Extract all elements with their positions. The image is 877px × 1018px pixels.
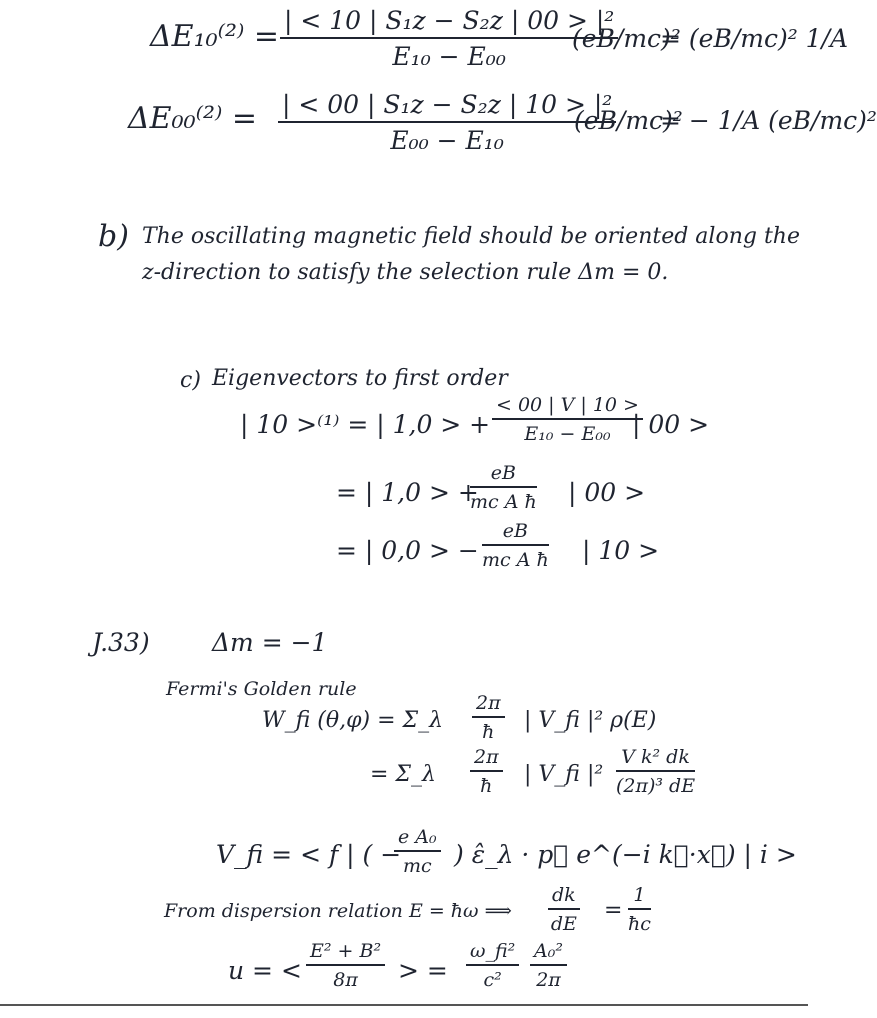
eq2-lhs: ΔE₀₀⁽²⁾ =	[128, 101, 258, 136]
eq2-factor: (eB/mc)²	[574, 106, 683, 135]
vfi-frac-numerator: e A₀	[398, 826, 437, 848]
eq1-lhs: ΔE₁₀⁽²⁾ =	[150, 19, 280, 54]
dispersion-frac2-denominator: ħc	[628, 913, 651, 935]
energy-density-frac2	[466, 940, 519, 991]
omega-denominator: c²	[483, 969, 502, 991]
eq2-denominator: E₀₀ − E₁₀	[390, 126, 504, 155]
part-c-frac3-numerator: eB	[502, 520, 528, 542]
dispersion-frac-numerator: dk	[552, 884, 576, 906]
part-c-tail1: | 00 >	[632, 410, 710, 439]
vfi-frac	[394, 826, 441, 877]
vfi-lhs: V_fi = < f | ( −	[216, 840, 402, 869]
density-denominator: (2π)³ dE	[616, 775, 696, 797]
part-b-line1: The oscillating magnetic field should be oriented along the	[142, 224, 800, 249]
golden-rule-title: Fermi's Golden rule	[166, 678, 357, 700]
dispersion-frac	[548, 884, 580, 935]
part-c-lhs: | 10 >⁽¹⁾ = | 1,0 > +	[240, 410, 491, 439]
rate-tail: | V_fi |² ρ(E)	[524, 708, 657, 733]
part-b-label: b)	[98, 219, 129, 254]
part-c-frac3	[482, 520, 549, 571]
part-b-line2: z-direction to satisfy the selection rule Δm = 0.	[142, 260, 669, 285]
rate2-start: = Σ_λ	[370, 762, 436, 787]
eq1-denominator: E₁₀ − E₀₀	[392, 42, 506, 71]
part-c-frac1-numerator: < 00 | V | 10 >	[496, 394, 639, 416]
energy-density-frac	[306, 940, 385, 991]
dispersion-frac-denominator: dE	[550, 913, 577, 935]
rate2-density-frac	[616, 746, 695, 797]
energy-density-lhs: u = <	[228, 956, 302, 985]
eq2-numerator: | < 00 | S₁z − S₂z | 10 > |²	[282, 90, 613, 119]
energy-density-denominator: 8π	[333, 969, 358, 991]
rate-lhs: W_fi (θ,φ) = Σ_λ	[262, 708, 444, 733]
rate-frac-numerator: 2π	[476, 692, 501, 714]
part-c-frac1	[492, 394, 643, 445]
eq1-factor: (eB/mc)²	[572, 24, 681, 53]
rate-frac	[472, 692, 505, 743]
rate2-mid: | V_fi |²	[524, 762, 604, 787]
dispersion-frac2-numerator: 1	[633, 884, 646, 906]
part-c-frac2-numerator: eB	[490, 462, 516, 484]
eq1-numerator: | < 10 | S₁z − S₂z | 00 > |²	[284, 6, 615, 35]
energy-density-frac3	[530, 940, 567, 991]
eq2-result: = − 1/A (eB/mc)²	[660, 106, 877, 135]
vfi-frac-denominator: mc	[402, 855, 432, 877]
rate-frac-denominator: ħ	[482, 721, 495, 743]
dispersion-equals: =	[604, 898, 623, 923]
eq2-fraction	[278, 90, 616, 155]
eq1-result: = (eB/mc)² 1/A	[660, 24, 849, 53]
rate2-frac-denominator: ħ	[480, 775, 493, 797]
part-c-tail3: | 10 >	[582, 536, 660, 565]
rate2-frac	[470, 746, 503, 797]
omega-numerator: ω_fi²	[470, 940, 516, 962]
eq1-fraction	[280, 6, 618, 71]
energy-density-mid: > =	[398, 956, 448, 985]
part-c-label: c)	[180, 368, 201, 393]
part-c-frac3-denominator: mc A ħ	[482, 549, 549, 571]
part-c-line3-start: = | 0,0 > −	[336, 536, 479, 565]
delta-m: Δm = −1	[212, 628, 328, 657]
energy-density-numerator: E² + B²	[310, 940, 382, 962]
rate2-frac-numerator: 2π	[474, 746, 499, 768]
part-c-line2-start: = | 1,0 > +	[336, 478, 479, 507]
density-numerator: V k² dk	[621, 746, 690, 768]
part-c-frac2-denominator: mc A ħ	[470, 491, 537, 513]
amplitude-numerator: A₀²	[534, 940, 563, 962]
part-c-title: Eigenvectors to first order	[212, 366, 508, 391]
part-c-frac1-denominator: E₁₀ − E₀₀	[524, 423, 611, 445]
dispersion-text: From dispersion relation E = ħω ⟹	[164, 900, 512, 922]
amplitude-denominator: 2π	[536, 969, 561, 991]
part-c-frac2	[470, 462, 537, 513]
problem-label: J.33)	[92, 628, 150, 657]
page-bottom-edge	[0, 1004, 808, 1006]
part-c-tail2: | 00 >	[568, 478, 646, 507]
dispersion-frac2	[628, 884, 651, 935]
vfi-tail: ) ε̂_λ · p⃗ e^(−i k⃗·x⃗) | i >	[454, 840, 797, 869]
